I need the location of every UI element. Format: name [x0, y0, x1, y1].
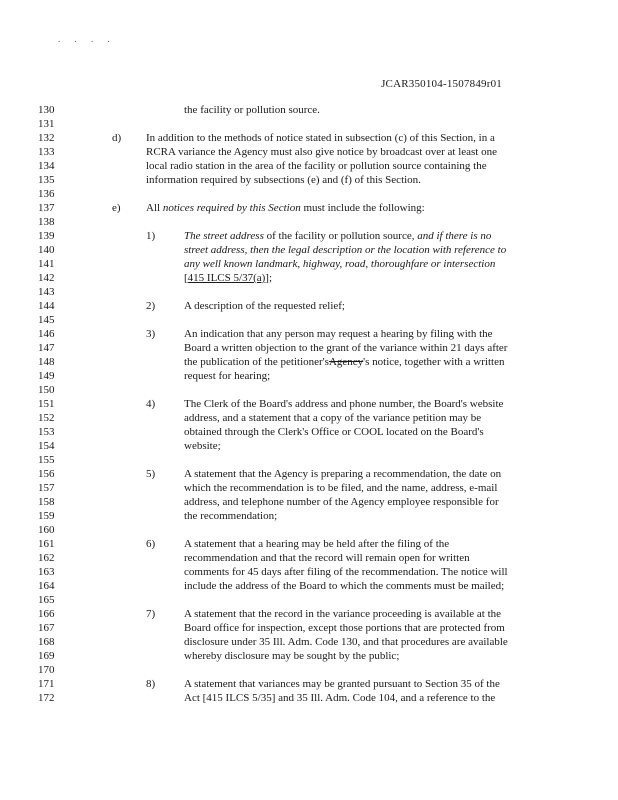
subsection-d-line: information required by subsections (e) and (f) of this Section. — [146, 174, 421, 186]
item-5-line: the recommendation; — [184, 510, 278, 522]
item-4-line: The Clerk of the Board's address and phone number, the Board's website — [184, 398, 504, 410]
line-number: 146 — [38, 328, 55, 340]
line-number: 154 — [38, 440, 55, 452]
italic-text: notices required by this Section — [162, 202, 301, 214]
item-6-line: recommendation and that the record will remain open for written — [184, 552, 470, 564]
item-number: 3) — [146, 328, 156, 340]
item-3-line: request for hearing; — [184, 370, 271, 382]
subsection-d-line: RCRA variance the Agency must also give notice by broadcast over at least one — [146, 146, 497, 158]
item-2-line: A description of the requested relief; — [184, 300, 345, 312]
line-number: 136 — [38, 188, 55, 200]
line-number: 143 — [38, 286, 55, 298]
text-run: of the facility or pollution source, — [263, 230, 418, 242]
line-number: 144 — [38, 300, 55, 312]
line-number: 158 — [38, 496, 55, 508]
text-run: ]; — [265, 272, 273, 284]
item-7-line: whereby disclosure may be sought by the public; — [184, 650, 400, 662]
document-id-header: JCAR350104-1507849r01 — [381, 78, 502, 90]
item-7-line: Board office for inspection, except those portions that are protected from — [184, 622, 505, 634]
item-5-line: which the recommendation is to be filed, and the name, address, e-mail — [184, 482, 498, 494]
item-5-line: address, and telephone number of the Agency employee responsible for — [184, 496, 499, 508]
item-5-line: A statement that the Agency is preparing a recommendation, the date on — [184, 468, 502, 480]
item-8-line: Act [415 ILCS 5/35] and 35 Ill. Adm. Code 104, and a reference to the — [184, 692, 496, 704]
text-run: the publication of the petitioner's — [184, 356, 329, 368]
item-1-line: any well known landmark, highway, road, thoroughfare or intersection — [184, 258, 496, 270]
line-number: 140 — [38, 244, 55, 256]
item-1-line — [184, 230, 491, 242]
continuation-line: the facility or pollution source. — [184, 104, 320, 116]
item-3-line — [184, 356, 504, 368]
line-number: 163 — [38, 566, 55, 578]
line-number: 131 — [38, 118, 55, 130]
line-number: 152 — [38, 412, 55, 424]
item-1-line — [184, 272, 272, 284]
item-4-line: website; — [184, 440, 221, 452]
line-number: 156 — [38, 468, 55, 480]
item-number: 2) — [146, 300, 156, 312]
line-number: 166 — [38, 608, 55, 620]
line-number: 132 — [38, 132, 55, 144]
line-number: 150 — [38, 384, 55, 396]
item-number: 1) — [146, 230, 156, 242]
struck-text: Agency — [328, 356, 364, 368]
text-run: [ — [184, 272, 188, 284]
line-number: 162 — [38, 552, 55, 564]
line-number: 147 — [38, 342, 55, 354]
text-run: All — [146, 202, 163, 214]
scan-marks: . . . . — [58, 34, 116, 44]
line-number: 171 — [38, 678, 55, 690]
line-number: 172 — [38, 692, 55, 704]
line-number: 145 — [38, 314, 55, 326]
item-number: 6) — [146, 538, 156, 550]
line-number: 135 — [38, 174, 55, 186]
line-number: 130 — [38, 104, 55, 116]
subsection-d-line: In addition to the methods of notice stated in subsection (c) of this Section, in a — [146, 132, 495, 144]
item-7-line: disclosure under 35 Ill. Adm. Code 130, and that procedures are available — [184, 636, 508, 648]
item-4-line: obtained through the Clerk's Office or COOL located on the Board's — [184, 426, 484, 438]
line-number: 151 — [38, 398, 55, 410]
line-number: 169 — [38, 650, 55, 662]
line-number: 155 — [38, 454, 55, 466]
item-8-line: A statement that variances may be granted pursuant to Section 35 of the — [184, 678, 500, 690]
line-number: 161 — [38, 538, 55, 550]
item-6-line: A statement that a hearing may be held after the filing of the — [184, 538, 450, 550]
item-number: 4) — [146, 398, 156, 410]
statute-citation: 415 ILCS 5/37(a) — [187, 272, 266, 284]
line-number: 153 — [38, 426, 55, 438]
item-number: 7) — [146, 608, 156, 620]
line-number: 134 — [38, 160, 55, 172]
line-number: 167 — [38, 622, 55, 634]
item-1-line: street address, then the legal description or the location with reference to — [184, 244, 507, 256]
line-number: 141 — [38, 258, 55, 270]
line-number: 159 — [38, 510, 55, 522]
subsection-d-label: d) — [112, 132, 122, 144]
line-number: 149 — [38, 370, 55, 382]
text-run: 's notice, together with a written — [363, 356, 505, 368]
italic-text: and if there is no — [417, 230, 492, 242]
item-7-line: A statement that the record in the variance proceeding is available at the — [184, 608, 502, 620]
line-number: 137 — [38, 202, 55, 214]
item-3-line: An indication that any person may request a hearing by filing with the — [184, 328, 493, 340]
line-number: 138 — [38, 216, 55, 228]
subsection-e-text — [146, 202, 425, 214]
line-number: 165 — [38, 594, 55, 606]
line-number: 142 — [38, 272, 55, 284]
line-number: 170 — [38, 664, 55, 676]
item-6-line: include the address of the Board to which the comments must be mailed; — [184, 580, 505, 592]
line-number: 157 — [38, 482, 55, 494]
item-number: 8) — [146, 678, 156, 690]
item-3-line: Board a written objection to the grant of the variance within 21 days after — [184, 342, 508, 354]
line-number: 133 — [38, 146, 55, 158]
subsection-d-line: local radio station in the area of the facility or pollution source containing the — [146, 160, 487, 172]
line-number: 160 — [38, 524, 55, 536]
item-number: 5) — [146, 468, 156, 480]
item-6-line: comments for 45 days after filing of the recommendation. The notice will — [184, 566, 508, 578]
italic-text: The street address — [184, 230, 264, 242]
text-run: must include the following: — [300, 202, 425, 214]
line-number: 148 — [38, 356, 55, 368]
line-number: 164 — [38, 580, 55, 592]
line-number: 168 — [38, 636, 55, 648]
line-number: 139 — [38, 230, 55, 242]
subsection-e-label: e) — [112, 202, 121, 214]
item-4-line: address, and a statement that a copy of the variance petition may be — [184, 412, 482, 424]
